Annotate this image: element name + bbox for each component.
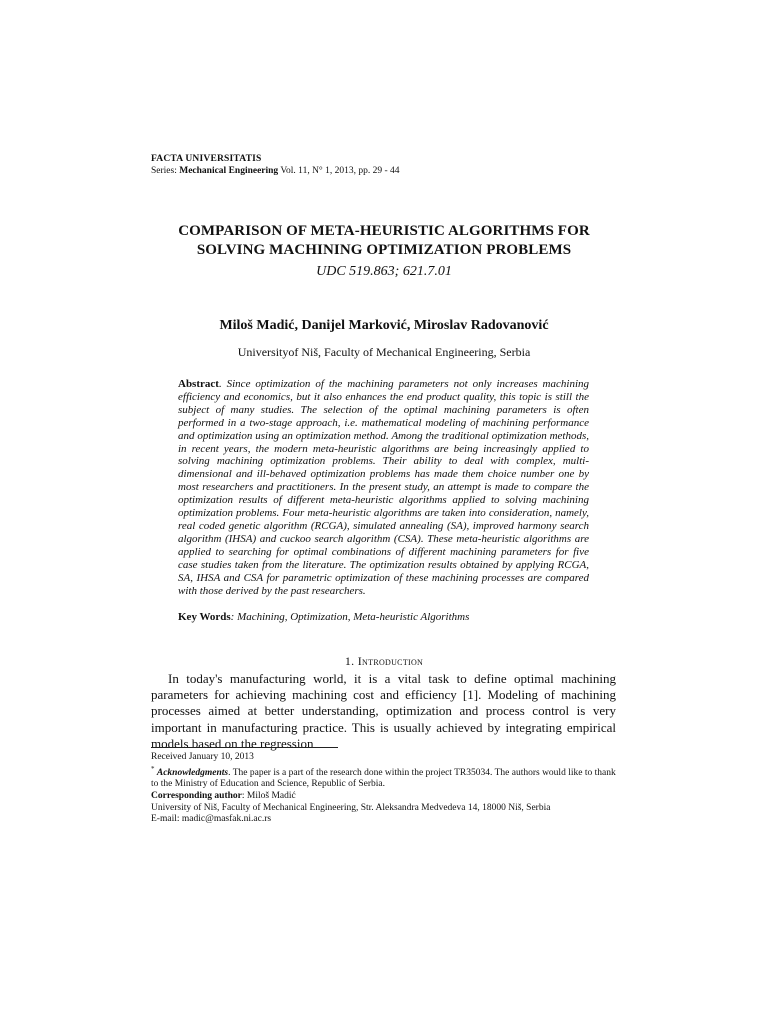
title-line-2: SOLVING MACHINING OPTIMIZATION PROBLEMS: [196, 242, 572, 258]
abstract: [178, 378, 589, 597]
author-list: Miloš Madić, Danijel Marković, Miroslav Radovanović: [219, 318, 549, 333]
keywords-label: Key Words: [178, 611, 231, 623]
udc-code: UDC 519.863; 621.7.01: [316, 264, 452, 279]
ack-text: . The paper is a part of the research done within the project TR35034. The authors would like to thank to the Ministry of Education and Science, Republic of Serbia.: [151, 767, 616, 790]
paper-title: [100, 222, 668, 260]
corresponding-author: [151, 791, 621, 803]
journal-series: [151, 165, 400, 177]
body-paragraph: In today's manufacturing world, it is a vital task to define optimal machining parameters for achieving machining cost and efficiency [1]. Modeling of machining processes aimed at better understanding, optimization and process control is very important in manufacturing practice. This is usually achieved by integrating empirical models based on the regression: [151, 671, 616, 751]
author-address: University of Niš, Faculty of Mechanical Engineering, Str. Aleksandra Medvedeva 14, 18000 Niš, Serbia: [151, 802, 551, 813]
section-heading: 1. Introduction: [344, 654, 424, 668]
affiliation: Universityof Niš, Faculty of Mechanical Engineering, Serbia: [237, 345, 531, 359]
series-suffix: Vol. 11, N° 1, 2013, pp. 29 - 44: [278, 166, 400, 176]
series-prefix: Series:: [151, 166, 180, 176]
journal-header: [151, 153, 400, 177]
author-email: E-mail: madic@masfak.ni.ac.rs: [151, 814, 272, 825]
keywords-value: : Machining, Optimization, Meta-heuristic Algorithms: [230, 611, 470, 623]
acknowledgments: [151, 764, 621, 791]
abstract-label: Abstract: [178, 378, 219, 390]
received-date: Received January 10, 2013: [151, 752, 254, 762]
footnote-rule: [151, 747, 338, 748]
corr-text: : Miloš Madić: [241, 790, 296, 801]
title-line-1: COMPARISON OF META-HEURISTIC ALGORITHMS FOR: [178, 223, 590, 239]
journal-name: FACTA UNIVERSITATIS: [151, 154, 262, 164]
ack-mark: *: [151, 764, 155, 773]
corr-label: Corresponding author: [151, 790, 242, 801]
ack-label: Acknowledgments: [156, 767, 229, 778]
keywords: [178, 611, 589, 623]
abstract-text: . Since optimization of the machining parameters not only increases machining efficiency and economics, but it also enhances the end product quality, this topic is still the subject of many studies. The selection of the optimal machining parameters is often performed in a two-stage approach, i.e. mathematical modeling of machining performance and optimization using an optimization method. Among the traditional optimization methods, in recent years, the modern meta-heuristic algorithms are being increasingly applied to solving machining optimization problems. Their ability to deal with complex, multi-dimensional and ill-behaved optimization problems has made them choice number one by most researchers and practitioners. In the present study, an attempt is made to compare the optimization results of different meta-heuristic algorithms applied to solving machining optimization problems. Four meta-heuristic algorithms are taken into consideration, namely, real coded genetic algorithm (RCGA), simulated annealing (SA), improved harmony search algorithm (IHSA) and cuckoo search algorithm (CSA). These meta-heuristic algorithms are applied to searching for optimal combinations of different machining parameters for five case studies taken from the literature. The optimization results obtained by applying RCGA, SA, IHSA and CSA for parametric optimization of these machining processes are compared with those derived by the past researchers.: [178, 378, 589, 597]
footnotes: [151, 752, 621, 826]
series-name: Mechanical Engineering: [179, 166, 279, 176]
